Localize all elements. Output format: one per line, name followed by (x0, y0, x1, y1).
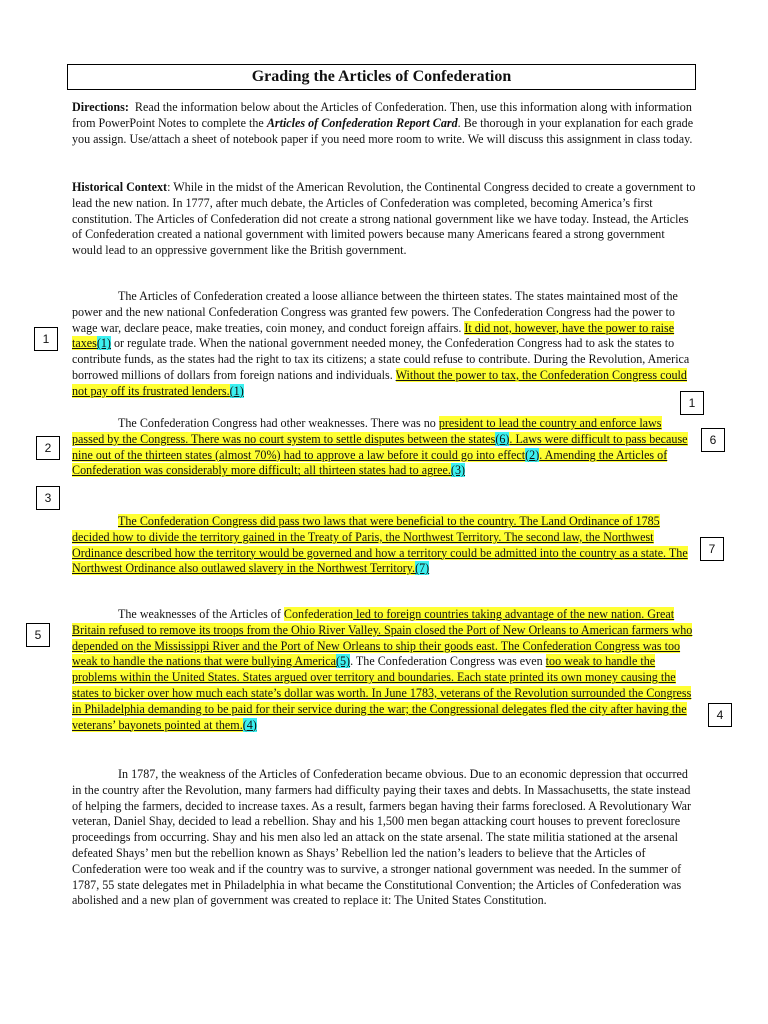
citation-7: (7) (415, 561, 430, 576)
foreign-text: The weaknesses of the Articles of (118, 607, 284, 621)
highlight-foreign-countries: led to foreign countries taking advantage of the new nation. Great Britain refused to remove its troops from the Ohio River Valley. Spain closed the Port of New Orleans to American farmers who depended on the Mississippi River and the Port of New Orleans to ship their goods east. The Confederation Congress was too weak to handle the nations that were bullying America (72, 607, 693, 669)
highlight-ordinances: The Confederation Congress did pass two laws that were beneficial to the country. The Land Ordinance of 1785 decided how to divide the territory gained in the Treaty of Paris, the Northwest Territory. The second law, the Northwest Ordinance described how the territory would be governed and how a territory could be admitted into the country as a state. The Northwest Ordinance also outlawed slavery in the Northwest Territory. (72, 514, 688, 576)
highlight-amending: . Amending the Articles of Confederation was considerably more difficult; all thirteen states had to agree. (72, 447, 668, 478)
highlight-no-president: president to lead the country and enforce laws passed by the Congress. There was no court system to settle disputes between the states (72, 416, 662, 446)
citation-1b: (1) (229, 383, 244, 398)
paragraph-powers (72, 289, 696, 400)
citation-5: (5) (335, 654, 351, 669)
historical-context-label: Historical Context (72, 180, 168, 194)
highlight-internal-problems: too weak to handle the problems within the United States. States argued over territory and boundaries. Each state printed its own money causing the states to bicker over how much each state’s dollar was worth. In June 1783, veterans of the Revolution surrounded the Congress in Philadelphia demanding to be paid for their service during the war; the Congressional delegates fled the city after having the veterans’ bayonets pointed at them. (72, 654, 692, 732)
margin-number-box-7: 7 (700, 537, 724, 561)
directions-paragraph (72, 100, 696, 147)
citation-4: (4) (242, 717, 257, 732)
margin-number-box-4: 4 (708, 703, 732, 727)
shays-text: In 1787, the weakness of the Articles of Confederation became obvious. Due to an economic depression that occurred in the country after the Revolution, many farmers had difficulty paying their taxes and debts. In Massachusetts, the state instead of helping the farmers, decided to increase taxes. As a result, farmers began having their farms foreclosed. A Revolutionary War veteran, Daniel Shay, decided to lead a rebellion. Shay and his 1,500 men began attacking court houses to prevent foreclosure proceedings from occurring. Shay and his men also led an attack on the state arsenal. The state militia stationed at the arsenal defeated Shays’ men but the rebellion known as Shays’ Rebellion led the nation’s leaders to believe that the Articles of Confederation were too weak and if the country was to survive, a stronger national government was needed. In the summer of 1787, 55 state delegates met in Philadelphia in what became the Constitutional Convention; the Articles of Confederation was abolished and a new plan of government was created to replace it: The United States Constitution. (72, 767, 692, 908)
citation-3: (3) (450, 463, 466, 478)
margin-number-box-6: 6 (701, 428, 725, 452)
foreign-text-2: . The Confederation Congress was even (350, 654, 546, 669)
directions-label: Directions: (72, 100, 129, 114)
paragraph-weaknesses (72, 416, 696, 479)
margin-number-box-3: 3 (36, 486, 60, 510)
paragraph-ordinances (72, 514, 696, 577)
margin-number-box-5: 5 (26, 623, 50, 647)
directions-text-2: . Be thorough in your explanation for each grade you assign. Use/attach a sheet of notebook paper if you need more room to write. We will discuss this assignment in class today. (72, 115, 694, 146)
page-title: Grading the Articles of Confederation (67, 64, 696, 90)
citation-1a: (1) (96, 336, 111, 351)
highlight-no-taxes: It did not, however, have the power to raise taxes (72, 320, 675, 351)
margin-number-box-1-left: 1 (34, 327, 58, 351)
citation-6: (6) (495, 431, 510, 446)
margin-number-box-1-right: 1 (680, 391, 704, 415)
weaknesses-text: The Confederation Congress had other weaknesses. There was no (118, 416, 439, 430)
citation-2: (2) (525, 447, 540, 462)
historical-context-text: : While in the midst of the American Revolution, the Continental Congress decided to create a government to lead the new nation. In 1777, after much debate, the Articles of Confederation was completed, becoming America’s first constitution. The Articles of Confederation did not create a strong national government like we have today. Instead, the Articles of Confederation created a national government with limited powers because many Americans feared a strong government would lead to an oppressive government like the British government. (72, 180, 696, 258)
highlight-lenders: Without the power to tax, the Confederation Congress could not pay off its frustrated lenders. (72, 367, 687, 398)
historical-context-paragraph (72, 180, 696, 259)
highlight-confederation-word: Confederation (283, 607, 354, 621)
powers-text: The Articles of Confederation created a loose alliance between the thirteen states. The states maintained most of the power and the new national Confederation Congress was granted few powers. The Confederation Congress had the power to wage war, declare peace, make treaties, coin money, and conduct foreign affairs. (72, 289, 678, 335)
paragraph-foreign (72, 607, 696, 733)
highlight-laws-difficult: . Laws were difficult to pass because nine out of the thirteen states (almost 70%) had to approve a law before it could go into effect (72, 431, 688, 462)
directions-text-1: Read the information below about the Articles of Confederation. Then, use this information along with information from PowerPoint Notes to complete the (72, 100, 692, 130)
margin-number-box-2: 2 (36, 436, 60, 460)
powers-text-2: or regulate trade. When the national government needed money, the Confederation Congress had to ask the states to contribute funds, as the states had the right to tax its citizens; a state could refuse to contribute. During the Revolution, America borrowed millions of dollars from foreign nations and individuals. (72, 336, 690, 382)
paragraph-shays-rebellion (72, 767, 696, 909)
report-card-title: Articles of Confederation Report Card (266, 115, 458, 130)
